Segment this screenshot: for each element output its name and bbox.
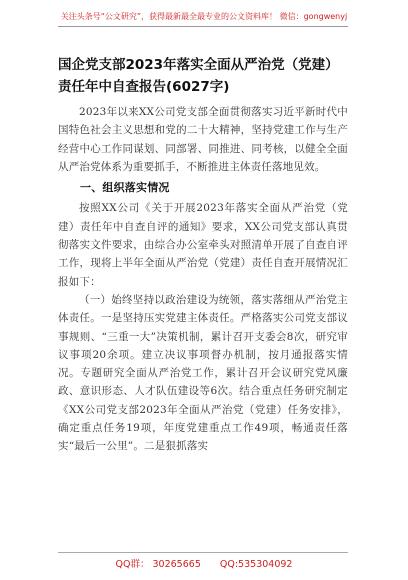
- body-paragraph: （一）始终坚持以政治建设为统领，落实落细从严治党主体责任。一是坚持压实党建主体责任。严格落实公司党支部议事规则、“三重一大”决策机制，累计召开支委会8次，研究审议事项20余项。建立决议事项督办机制，按月通报落实情况。专题研究全面从严治党工作，累计召开会议研究党风廉政、意识形态、人才队伍建设等6次。结合重点任务研究制定《XX公司党支部2023年全面从严治党（党建）任务安排》，确定重点任务19项，年度党建重点工作49项，畅通责任落实“最后一公里”。二是狠抓落实: [58, 293, 348, 453]
- body-paragraph: 按照XX公司《关于开展2023年落实全面从严治党（党建）责任年中自查自评的通知》要求，XX公司党支部认真贯彻落实文件要求，由综合办公室牵头对照清单开展了自查自评工作，现将上半年全面从严治党（党建）责任自查开展情况汇报如下：: [58, 202, 348, 288]
- document-title: 国企党支部2023年落实全面从严治党（党建）责任年中自查报告(6027字): [58, 57, 339, 95]
- footer-qq: QQ:535304092: [219, 559, 293, 570]
- top-divider: [58, 26, 348, 27]
- document-body: [58, 103, 348, 456]
- top-banner: 关注头条号“公文研究”，获得最新最全最专业的公文资料库！ 微信：gongwenyj: [60, 12, 348, 21]
- bottom-divider: [58, 552, 348, 553]
- footer-qq-group: QQ群： 30265665: [115, 559, 201, 570]
- intro-paragraph: 2023年以来XX公司党支部全面贯彻落实习近平新时代中国特色社会主义思想和党的二十大精神，坚持党建工作与生产经营中心工作同谋划、同部署、同推进、同考核，以健全全面从严治党体系为重要抓手，不断推进主体责任落地见效。: [58, 106, 348, 173]
- footer-contact: [0, 556, 408, 570]
- section-heading: 一、组织落实情况: [80, 181, 170, 195]
